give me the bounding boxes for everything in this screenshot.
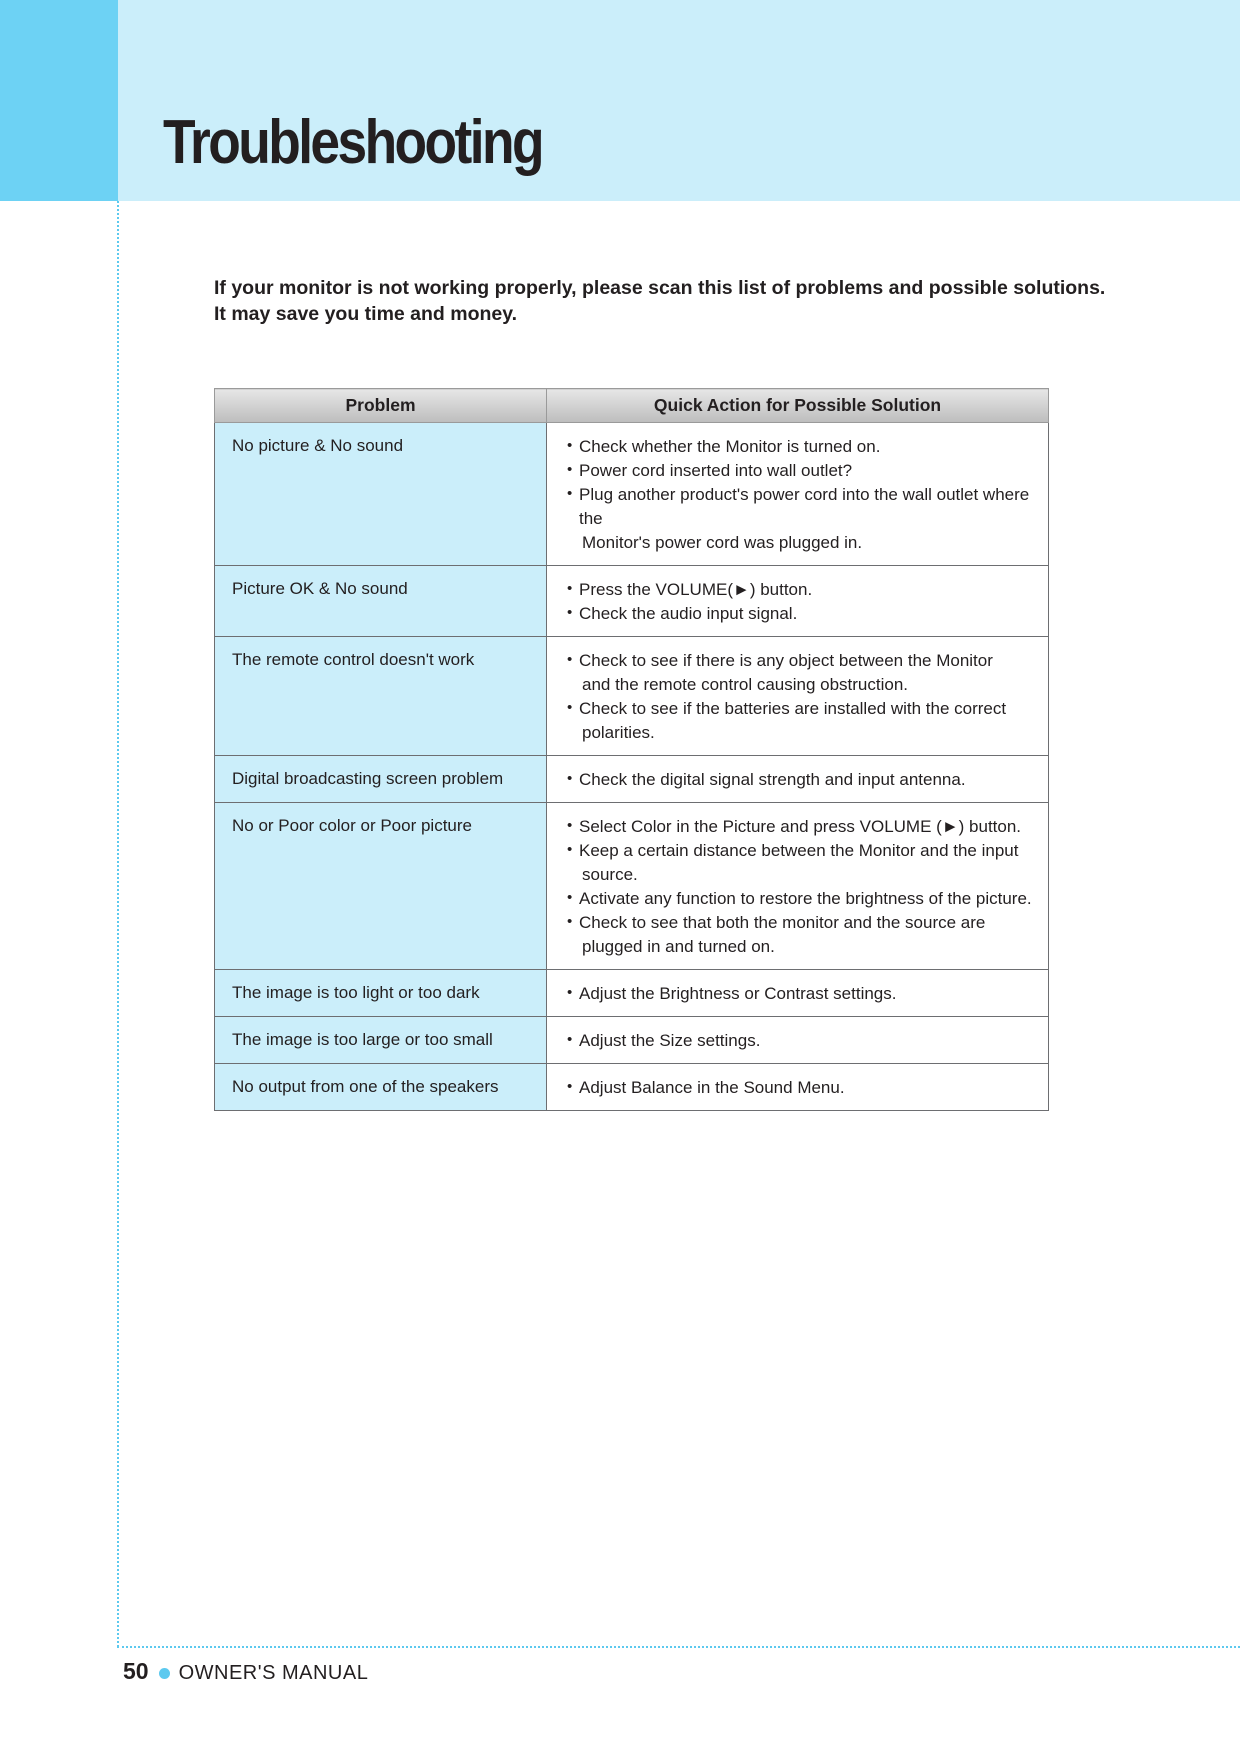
bullet-icon: • xyxy=(567,889,573,906)
page-title: Troubleshooting xyxy=(163,108,542,177)
margin-dotted-rule xyxy=(117,201,119,1647)
solution-item xyxy=(567,602,1038,626)
bullet-icon: • xyxy=(567,604,573,621)
table-row xyxy=(215,1017,1049,1064)
solution-line: Check whether the Monitor is turned on. xyxy=(579,437,881,456)
solution-column-header: Quick Action for Possible Solution xyxy=(547,389,1049,423)
solution-item xyxy=(567,815,1038,839)
problem-cell: No output from one of the speakers xyxy=(215,1064,547,1111)
solution-line: Plug another product's power cord into the wall outlet where the xyxy=(579,485,1030,528)
bullet-icon: • xyxy=(567,651,573,668)
table-row xyxy=(215,423,1049,566)
bullet-dot-icon xyxy=(159,1668,170,1679)
table-row xyxy=(215,566,1049,637)
bullet-icon: • xyxy=(567,580,573,597)
solution-item xyxy=(567,435,1038,459)
problem-cell: The image is too large or too small xyxy=(215,1017,547,1064)
solution-item xyxy=(567,839,1038,887)
solution-item xyxy=(567,697,1038,745)
table-row xyxy=(215,637,1049,756)
solution-cell xyxy=(547,566,1049,637)
solution-line: source. xyxy=(582,865,638,884)
solution-item xyxy=(567,1029,1038,1053)
solution-cell xyxy=(547,1017,1049,1064)
solution-item xyxy=(567,459,1038,483)
solution-cell xyxy=(547,756,1049,803)
intro-text xyxy=(214,275,1174,327)
solution-line: Check to see if there is any object between the Monitor xyxy=(579,651,993,670)
intro-line: It may save you time and money. xyxy=(214,303,518,325)
problem-cell: The remote control doesn't work xyxy=(215,637,547,756)
solution-line: Check to see that both the monitor and the source are xyxy=(579,913,986,932)
page-footer xyxy=(123,1658,368,1685)
header-accent-tab xyxy=(0,0,118,201)
solution-line: plugged in and turned on. xyxy=(582,937,775,956)
solution-line: Keep a certain distance between the Monitor and the input xyxy=(579,841,1019,860)
problem-cell: The image is too light or too dark xyxy=(215,970,547,1017)
bullet-icon: • xyxy=(567,1031,573,1048)
table-row xyxy=(215,756,1049,803)
problem-cell: Digital broadcasting screen problem xyxy=(215,756,547,803)
solution-item xyxy=(567,982,1038,1006)
solution-line: Press the VOLUME(►) button. xyxy=(579,580,813,599)
table-body xyxy=(215,423,1049,1111)
solution-line: Monitor's power cord was plugged in. xyxy=(582,533,863,552)
solution-cell xyxy=(547,803,1049,970)
problem-column-header: Problem xyxy=(215,389,547,423)
solution-item xyxy=(567,768,1038,792)
bullet-icon: • xyxy=(567,1078,573,1095)
solution-cell xyxy=(547,970,1049,1017)
table-row xyxy=(215,803,1049,970)
page-number: 50 xyxy=(123,1658,149,1684)
problem-cell: Picture OK & No sound xyxy=(215,566,547,637)
problem-cell: No or Poor color or Poor picture xyxy=(215,803,547,970)
bullet-icon: • xyxy=(567,817,573,834)
bullet-icon: • xyxy=(567,984,573,1001)
bullet-icon: • xyxy=(567,437,573,454)
footer-dotted-rule xyxy=(117,1646,1240,1648)
problem-cell: No picture & No sound xyxy=(215,423,547,566)
solution-cell xyxy=(547,637,1049,756)
table-header-row xyxy=(215,389,1049,423)
solution-line: Adjust the Size settings. xyxy=(579,1031,761,1050)
solution-cell xyxy=(547,1064,1049,1111)
table-row xyxy=(215,1064,1049,1111)
bullet-icon: • xyxy=(567,770,573,787)
solution-line: Activate any function to restore the brightness of the picture. xyxy=(579,889,1032,908)
solution-line: Check the audio input signal. xyxy=(579,604,798,623)
solution-item xyxy=(567,483,1038,555)
bullet-icon: • xyxy=(567,461,573,478)
solution-cell xyxy=(547,423,1049,566)
solution-line: Check the digital signal strength and input antenna. xyxy=(579,770,966,789)
bullet-icon: • xyxy=(567,841,573,858)
bullet-icon: • xyxy=(567,699,573,716)
footer-label: OWNER'S MANUAL xyxy=(178,1661,369,1684)
bullet-icon: • xyxy=(567,913,573,930)
troubleshooting-table xyxy=(214,388,1049,1111)
solution-line: Adjust Balance in the Sound Menu. xyxy=(579,1078,845,1097)
table-row xyxy=(215,970,1049,1017)
solution-line: Adjust the Brightness or Contrast settings. xyxy=(579,984,897,1003)
solution-item xyxy=(567,1076,1038,1100)
solution-line: and the remote control causing obstruction. xyxy=(582,675,909,694)
solution-item xyxy=(567,578,1038,602)
solution-item xyxy=(567,911,1038,959)
solution-line: Power cord inserted into wall outlet? xyxy=(579,461,853,480)
solution-item xyxy=(567,887,1038,911)
solution-line: Select Color in the Picture and press VOLUME (►) button. xyxy=(579,817,1022,836)
bullet-icon: • xyxy=(567,485,573,502)
solution-line: polarities. xyxy=(582,723,655,742)
solution-item xyxy=(567,649,1038,697)
solution-line: Check to see if the batteries are installed with the correct xyxy=(579,699,1007,718)
intro-line: If your monitor is not working properly, please scan this list of problems and possible solutions. xyxy=(214,277,1106,299)
